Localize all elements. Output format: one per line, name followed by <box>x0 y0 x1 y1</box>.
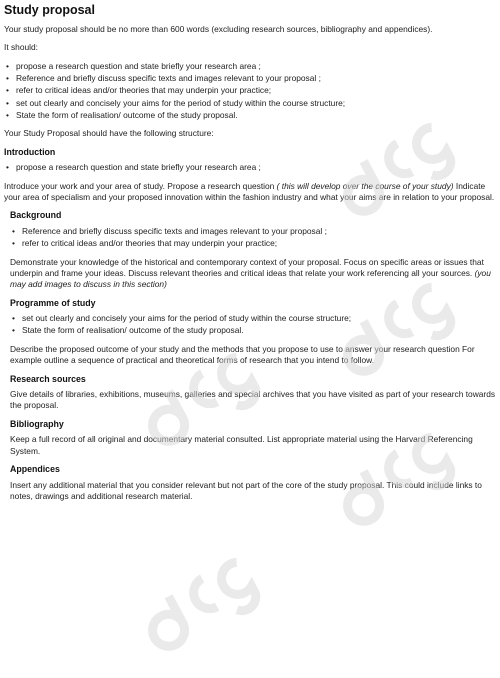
research-sources-heading: Research sources <box>10 373 86 384</box>
list-item: • propose a research question and state briefly your research area ; <box>6 162 261 173</box>
list-item: • State the form of realisation/ outcome of the study proposal. <box>12 325 244 336</box>
bullet-icon: • <box>6 162 9 173</box>
bullet-icon: • <box>6 97 9 108</box>
appendices-text: Insert any additional material that you consider relevant but not part of the core of the study proposal. This could include links to notes, drawings and additional research material. <box>10 479 482 501</box>
background-list <box>4 226 496 250</box>
it-should-label: It should: <box>4 42 38 53</box>
list-item: • set out clearly and concisely your aims for the period of study within the course structure; <box>6 97 346 108</box>
list-item: • Reference and briefly discuss specific texts and images relevant to your proposal ; <box>12 225 327 236</box>
bullet-icon: • <box>6 73 9 84</box>
page-title: Study proposal <box>4 3 95 17</box>
bullet-icon: • <box>12 325 15 336</box>
bibliography-text: Keep a full record of all original and documentary material consulted. List appropriate material using the Harvard Referencing System. <box>10 434 473 456</box>
bullet-icon: • <box>12 238 15 249</box>
bullet-icon: • <box>6 110 9 121</box>
list-item: • Reference and briefly discuss specific texts and images relevant to your proposal ; <box>6 73 321 84</box>
programme-heading: Programme of study <box>10 297 96 308</box>
introduction-heading: Introduction <box>4 146 56 157</box>
programme-text: Describe the proposed outcome of your study and the methods that you propose to use to answer your research question For example outline a sequence of practical and theoretical forms of research that you intend to follow. <box>10 343 475 366</box>
bullet-icon: • <box>12 225 15 236</box>
structure-text: Your Study Proposal should have the following structure: <box>4 128 214 139</box>
list-item: • refer to critical ideas and/or theories that may underpin your practice; <box>6 85 272 96</box>
bullet-icon: • <box>6 60 9 71</box>
bullet-icon: • <box>6 85 9 96</box>
intro-text: Your study proposal should be no more than 600 words (excluding research sources, bibliography and appendices). <box>4 24 433 34</box>
background-text: Demonstrate your knowledge of the historical and contemporary context of your proposal. Focus on specific areas or issues that underpin and frame your ideas. Discuss relevant theories and critical ideas that relate your work referencing all your sources. (you may add images to discuss in this section) <box>10 256 491 290</box>
programme-list <box>4 313 496 337</box>
list-item: • State the form of realisation/ outcome of the study proposal. <box>6 110 238 121</box>
background-heading: Background <box>10 210 62 221</box>
bibliography-heading: Bibliography <box>10 418 64 429</box>
research-sources-text: Give details of libraries, exhibitions, museums, galleries and special archives that you have visited as part of your research towards the proposal. <box>10 389 496 411</box>
introduction-list <box>4 162 496 173</box>
should-list <box>4 61 496 122</box>
bullet-icon: • <box>12 313 15 324</box>
list-item: • propose a research question and state briefly your research area ; <box>6 60 261 71</box>
list-item: • set out clearly and concisely your aims for the period of study within the course structure; <box>12 313 352 324</box>
appendices-heading: Appendices <box>10 463 60 474</box>
list-item: • refer to critical ideas and/or theories that may underpin your practice; <box>12 238 278 249</box>
introduction-text: Introduce your work and your area of study. Propose a research question ( this will develop over the course of your study) Indicate your area of specialism and your proposed innovation within the fashion industry and what your aims are in relation to your proposal. <box>4 180 495 202</box>
